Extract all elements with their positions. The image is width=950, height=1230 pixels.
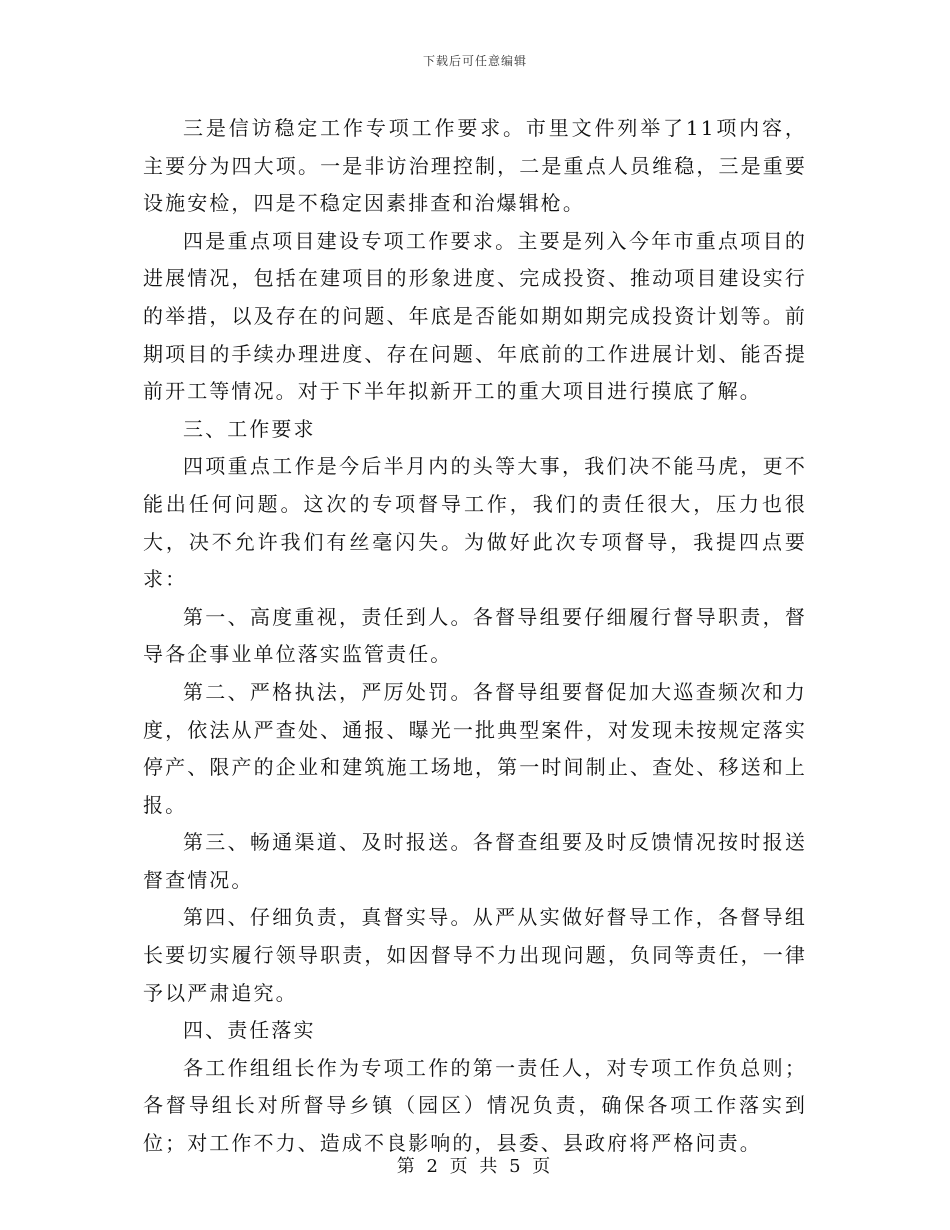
paragraph-requirement-1: 第一、高度重视，责任到人。各督导组要仔细履行督导职责，督导各企事业单位落实监管责任。: [143, 604, 807, 667]
section-heading-work-requirements: 三、工作要求: [183, 416, 316, 441]
paragraph-requirement-2: 第二、严格执法，严厉处罚。各督导组要督促加大巡查频次和力度，依法从严查处、通报、曝光一批典型案件，对发现未按规定落实停产、限产的企业和建筑施工场地，第一时间制止、查处、移送和上报。: [143, 679, 807, 817]
paragraph-requirement-4: 第四、仔细负责，真督实导。从严从实做好督导工作，各督导组长要切实履行领导职责，如因督导不力出现问题，负同等责任，一律予以严肃追究。: [143, 905, 807, 1005]
paragraph-petition-stability: 三是信访稳定工作专项工作要求。市里文件列举了11项内容，主要分为四大项。一是非访治理控制，二是重点人员维稳，三是重要设施安检，四是不稳定因素排查和治爆辑枪。: [143, 116, 807, 216]
section-heading-responsibility: 四、责任落实: [183, 1018, 316, 1043]
page-header: 下载后可任意编辑: [422, 54, 527, 68]
paragraph-four-key-tasks: 四项重点工作是今后半月内的头等大事，我们决不能马虎，更不能出任何问题。这次的专项督导工作，我们的责任很大，压力也很大，决不允许我们有丝毫闪失。为做好此次专项督导，我提四点要求：: [143, 454, 807, 592]
paragraph-requirement-3: 第三、畅通渠道、及时报送。各督查组要及时反馈情况按时报送督查情况。: [143, 830, 807, 892]
page-number: 第 2 页 共 5 页: [396, 1156, 554, 1177]
document-body: [143, 110, 807, 1163]
paragraph-key-projects: 四是重点项目建设专项工作要求。主要是列入今年市重点项目的进展情况，包括在建项目的形象进度、完成投资、推动项目建设实行的举措，以及存在的问题、年底是否能如期如期完成投资计划等。前期项目的手续办理进度、存在问题、年底前的工作进展计划、能否提前开工等情况。对于下半年拟新开工的重大项目进行摸底了解。: [143, 228, 807, 404]
paragraph-responsibility: 各工作组组长作为专项工作的第一责任人，对专项工作负总则；各督导组长对所督导乡镇（园区）情况负责，确保各项工作落实到位；对工作不力、造成不良影响的，县委、县政府将严格问责。: [143, 1055, 807, 1156]
